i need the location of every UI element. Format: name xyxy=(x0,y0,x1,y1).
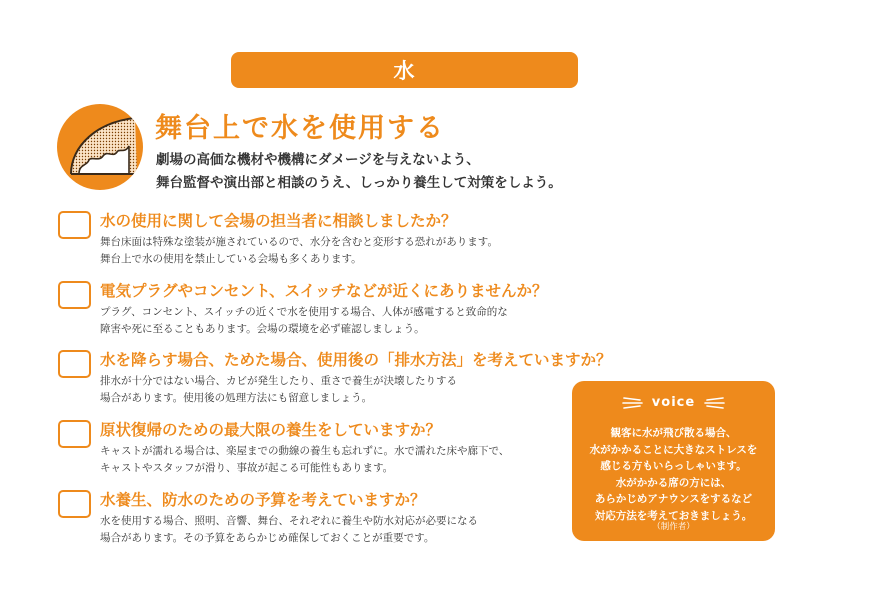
section-title: 水 xyxy=(393,59,416,83)
body-line: 排水が十分ではない場合、カビが発生したり、重さで養生が決壊したりする xyxy=(100,375,457,387)
voice-line: 水がかかる席の方には、 xyxy=(615,476,732,489)
voice-credit: （制作者） xyxy=(652,522,695,532)
voice-lines-right-icon xyxy=(703,396,725,410)
water-splash-icon xyxy=(57,104,143,190)
body-line: キャストやスタッフが滑り、事故が起こる可能性もあります。 xyxy=(100,461,394,474)
body-line: 障害や死に至ることもあります。会場の環境を必ず確認しましょう。 xyxy=(100,322,425,335)
checklist-body xyxy=(100,304,508,337)
checklist-question: 原状復帰のための最大限の養生をしていますか？ xyxy=(100,421,442,439)
body-line: 場合があります。使用後の処理方法にも留意しましょう。 xyxy=(100,391,373,404)
body-line: 場合があります。その予算をあらかじめ確保しておくことが重要です。 xyxy=(100,531,435,544)
lead-text xyxy=(156,149,562,195)
voice-line: 感じる方もいらっしゃいます。 xyxy=(600,460,747,472)
body-line: キャストが濡れる場合は、楽屋までの動線の養生も忘れずに。水で濡れた床や廊下で、 xyxy=(100,445,510,457)
checklist-body xyxy=(100,373,457,406)
body-line: 舞台床面は特殊な塗装が施されているので、水分を含むと変形する恐れがあります。 xyxy=(100,236,498,248)
body-line: 水を使用する場合、照明、音響、舞台、それぞれに養生や防水対応が必要になる xyxy=(100,515,478,527)
page-title: 舞台上で水を使用する xyxy=(155,113,445,144)
checklist-question: 水の使用に関して会場の担当者に相談しましたか？ xyxy=(100,212,457,230)
checkbox[interactable] xyxy=(58,281,91,309)
checkbox[interactable] xyxy=(58,350,91,378)
checkbox[interactable] xyxy=(58,211,91,239)
voice-header xyxy=(572,395,775,410)
checklist-body xyxy=(100,513,478,546)
voice-line: 観客に水が飛び散る場合、 xyxy=(610,427,737,439)
section-header xyxy=(231,52,578,88)
voice-label: voice xyxy=(651,395,696,410)
checklist-question: 電気プラグやコンセント、スイッチなどが近くにありませんか？ xyxy=(100,282,548,300)
voice-lines-left-icon xyxy=(622,396,644,410)
checklist-question: 水を降らす場合、ためた場合、使用後の「排水方法」を考えていますか？ xyxy=(100,351,612,369)
checklist-question: 水養生、防水のための予算を考えていますか？ xyxy=(100,491,426,509)
voice-line: 水がかかることに大きなストレスを xyxy=(589,443,758,456)
checklist-body xyxy=(100,443,509,476)
checkbox[interactable] xyxy=(58,490,91,518)
voice-line: 対応方法を考えておきましょう。 xyxy=(594,509,753,522)
checklist-body xyxy=(100,234,498,267)
checkbox[interactable] xyxy=(58,420,91,448)
body-line: 舞台上で水の使用を禁止している会場も多くあります。 xyxy=(100,252,362,265)
voice-callout xyxy=(572,381,775,541)
body-line: プラグ、コンセント、スイッチの近くで水を使用する場合、人体が感電すると致命的な xyxy=(100,306,508,318)
lead-line: 劇場の高価な機材や機構にダメージを与えないよう、 xyxy=(156,152,480,168)
voice-text xyxy=(572,425,775,524)
voice-line: あらかじめアナウンスをするなど xyxy=(594,493,753,505)
lead-line: 舞台監督や演出部と相談のうえ、しっかり養生して対策をしよう。 xyxy=(156,175,562,191)
